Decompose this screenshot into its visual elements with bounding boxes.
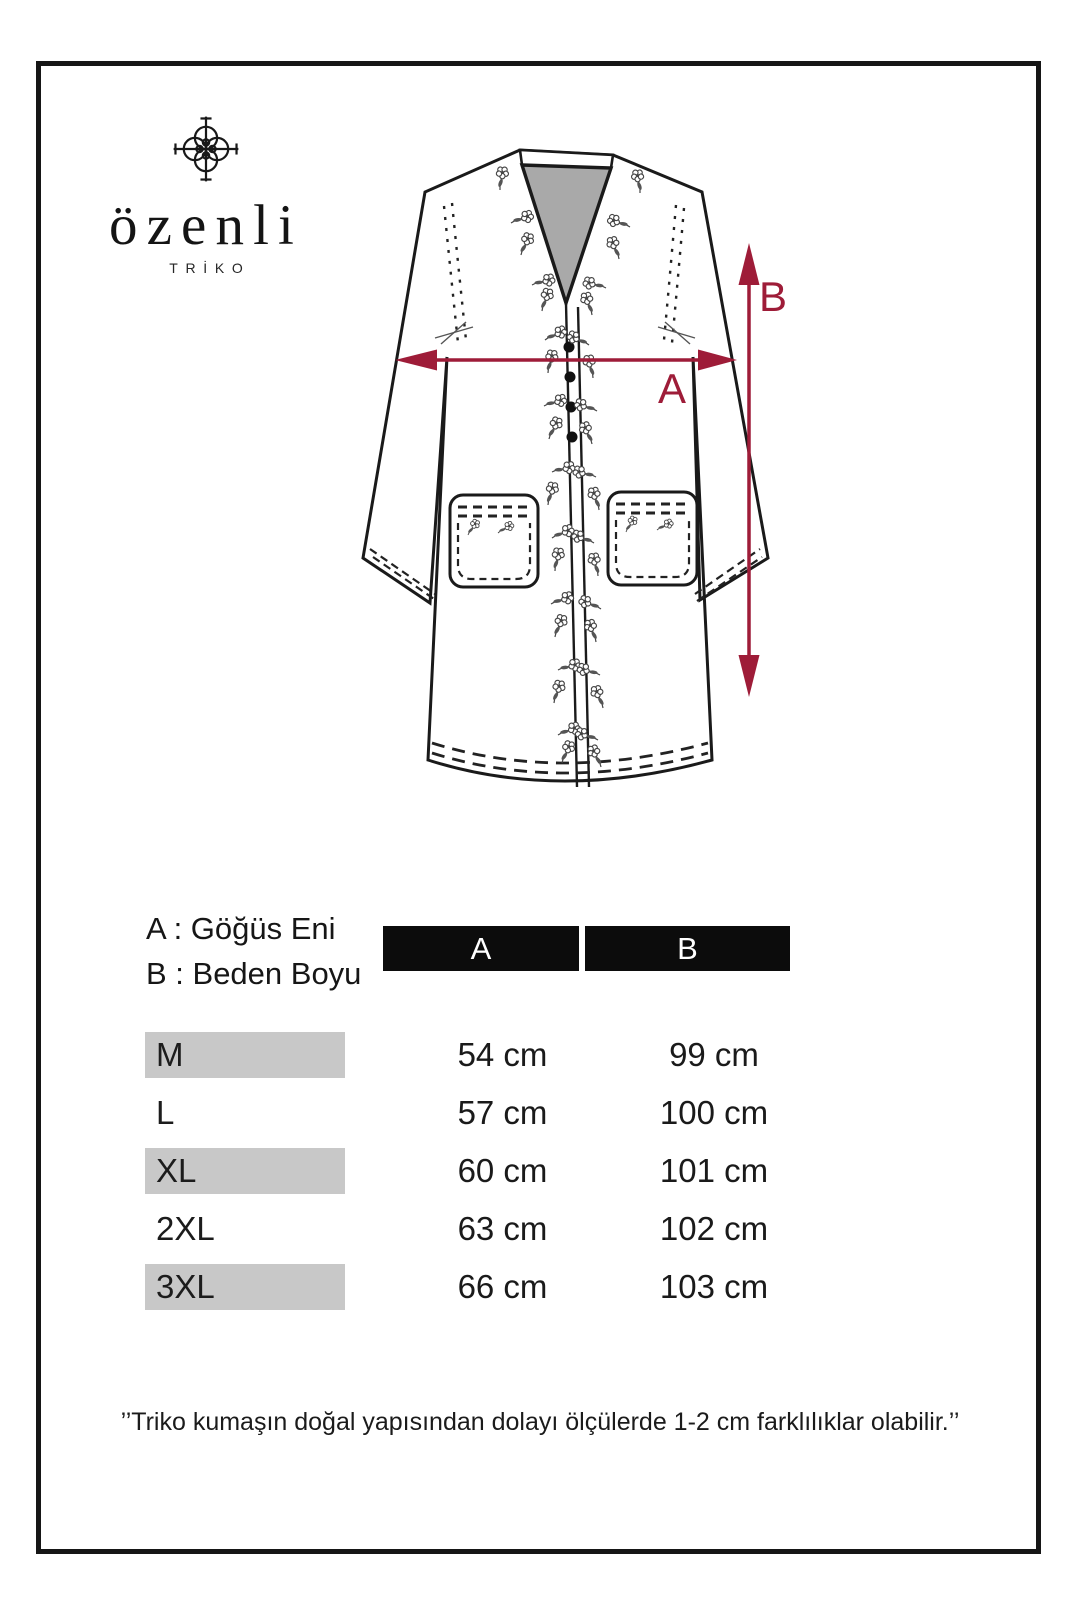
patch-pocket-left — [450, 495, 538, 587]
table-row — [0, 1090, 1080, 1136]
legend-line-a: A : Göğüs Eni — [146, 911, 336, 946]
legend-line-b: B : Beden Boyu — [146, 956, 362, 991]
brand-emblem-icon — [167, 112, 245, 186]
table-header-b: B — [585, 926, 790, 971]
table-header-a: A — [383, 926, 579, 971]
table-row — [0, 1148, 1080, 1194]
value-a: 63 cm — [457, 1210, 548, 1247]
size-label: XL — [156, 1152, 197, 1189]
value-b: 101 cm — [659, 1152, 769, 1189]
value-b: 102 cm — [659, 1210, 769, 1247]
value-a: 57 cm — [457, 1094, 548, 1131]
brand-subtitle: TRİKO — [169, 260, 251, 276]
size-label: L — [156, 1094, 175, 1131]
size-label: M — [156, 1036, 184, 1073]
disclaimer-text: ’’Triko kumaşın doğal yapısından dolayı ölçülerde 1-2 cm farklılıklar olabilir.’’ — [120, 1408, 960, 1436]
width-arrow-label: A — [657, 365, 687, 412]
value-b: 103 cm — [659, 1268, 769, 1305]
table-row — [0, 1206, 1080, 1252]
patch-pocket-right — [608, 492, 697, 585]
size-label: 2XL — [156, 1210, 215, 1247]
measurement-legend — [146, 906, 361, 996]
value-b: 99 cm — [669, 1036, 759, 1073]
brand-name: özenli — [109, 194, 303, 257]
size-label: 3XL — [156, 1268, 215, 1305]
value-a: 60 cm — [457, 1152, 548, 1189]
garment-diagram — [340, 135, 790, 807]
value-b: 100 cm — [659, 1094, 769, 1131]
value-a: 54 cm — [457, 1036, 548, 1073]
length-arrow-label: B — [758, 273, 788, 320]
table-row — [0, 1032, 1080, 1078]
table-row — [0, 1264, 1080, 1310]
brand-logo — [56, 112, 356, 276]
value-a: 66 cm — [457, 1268, 548, 1305]
